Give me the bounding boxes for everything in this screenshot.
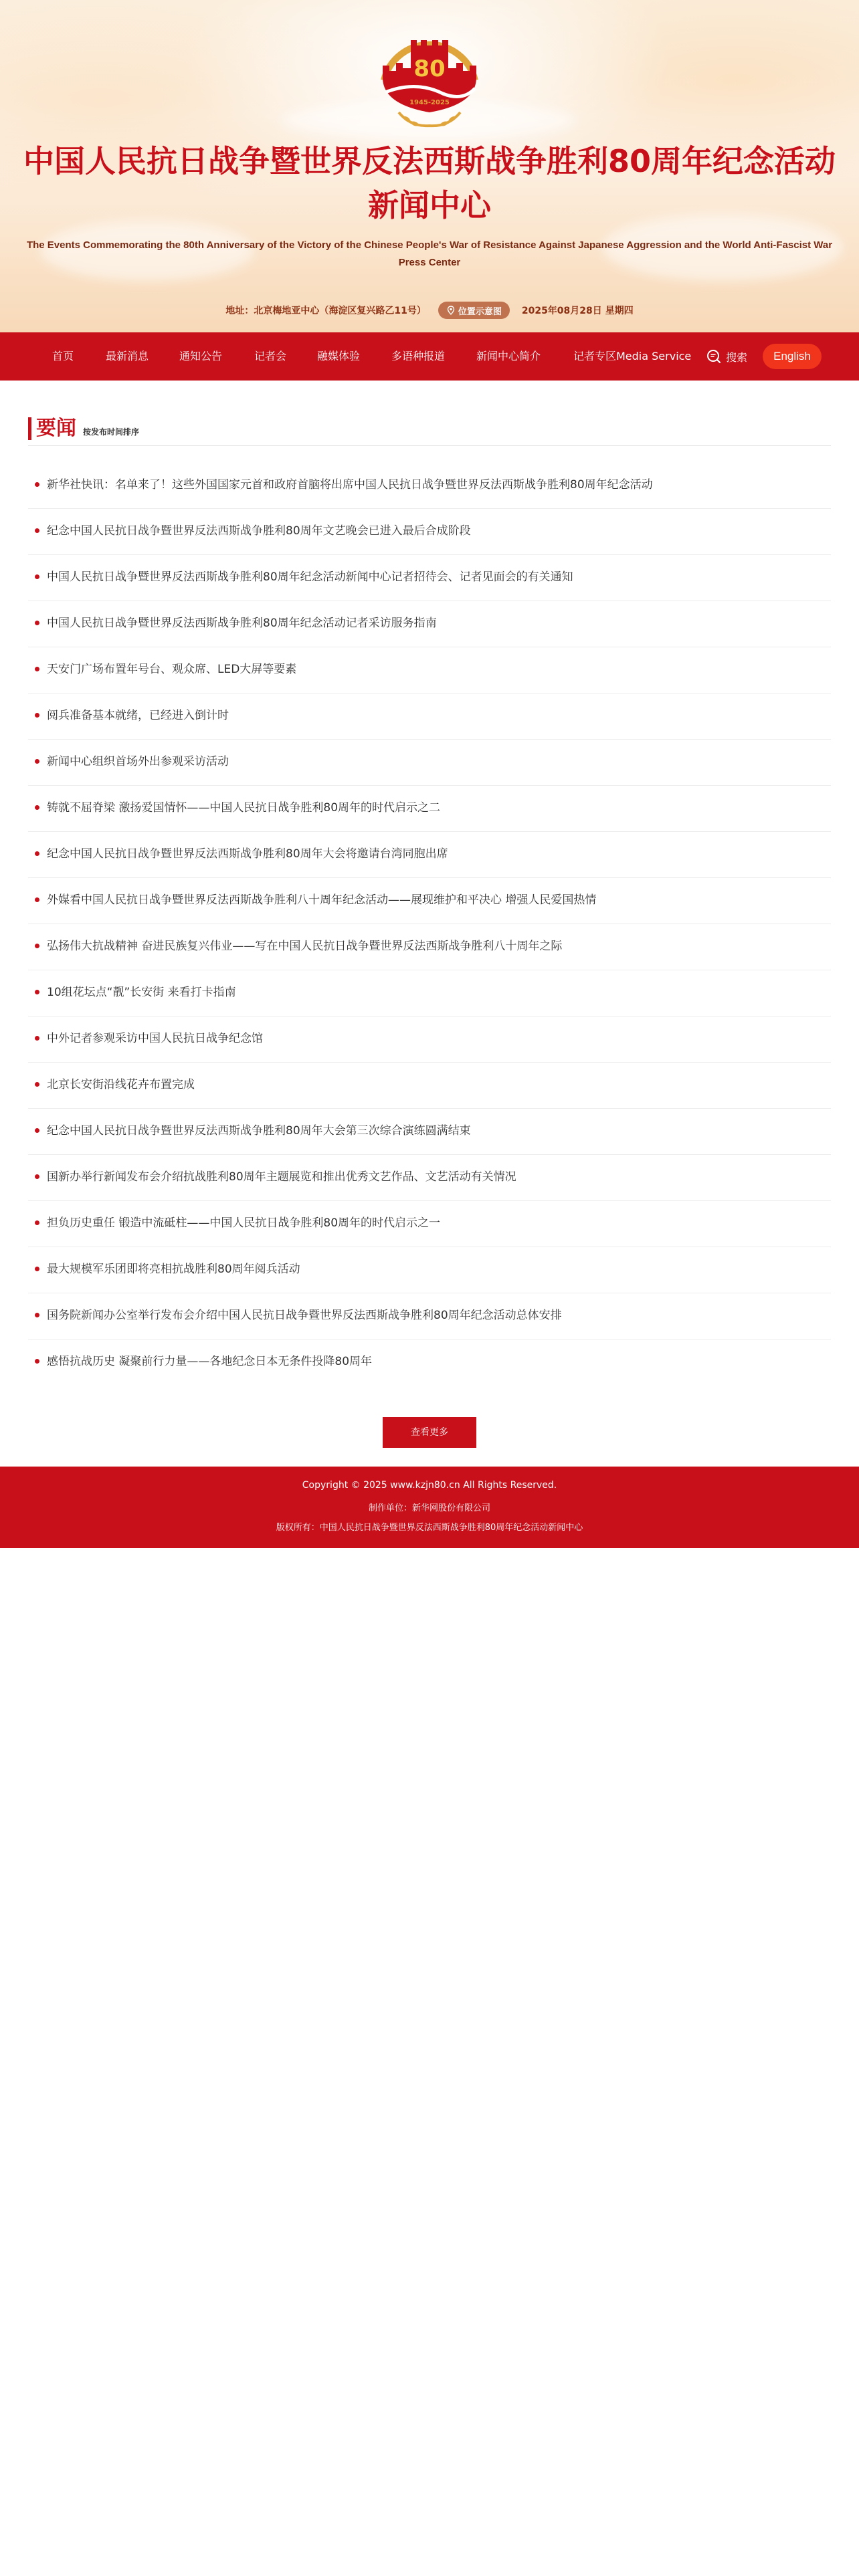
news-link[interactable]: 新闻中心组织首场外出参观采访活动: [47, 755, 229, 768]
footer-copyright: Copyright © 2025 www.kzjn80.cn All Rights Reserved.: [302, 1480, 557, 1491]
list-item: [28, 463, 831, 509]
bullet-dot-icon: [35, 944, 39, 948]
nav-item-home[interactable]: 首页: [52, 350, 74, 362]
location-map-label: 位置示意图: [458, 306, 502, 317]
news-link[interactable]: 纪念中国人民抗日战争暨世界反法西斯战争胜利80周年大会将邀请台湾同胞出席: [47, 847, 448, 861]
nav-item-multilingual[interactable]: 多语种报道: [391, 350, 446, 362]
news-link[interactable]: 北京长安街沿线花卉布置完成: [47, 1078, 195, 1091]
logo-number: 80: [413, 56, 446, 82]
list-item: [28, 1109, 831, 1155]
nav-item-media-experience[interactable]: 融媒体验: [317, 350, 361, 362]
news-link[interactable]: 担负历史重任 锻造中流砥柱——中国人民抗日战争胜利80周年的时代启示之一: [47, 1216, 441, 1230]
nav-item-press-conference[interactable]: 记者会: [254, 350, 287, 362]
news-link[interactable]: 纪念中国人民抗日战争暨世界反法西斯战争胜利80周年大会第三次综合演练圆满结束: [47, 1124, 471, 1138]
list-item: [28, 740, 831, 786]
footer-owner: 版权所有：中国人民抗日战争暨世界反法西斯战争胜利80周年纪念活动新闻中心: [276, 1523, 583, 1533]
news-link[interactable]: 中国人民抗日战争暨世界反法西斯战争胜利80周年纪念活动记者采访服务指南: [47, 617, 437, 630]
bullet-dot-icon: [35, 1220, 39, 1225]
bullet-dot-icon: [35, 1036, 39, 1041]
list-item: [28, 1155, 831, 1201]
bullet-dot-icon: [35, 1359, 39, 1364]
list-item: [28, 1201, 831, 1247]
list-item: [28, 924, 831, 970]
nav-item-media-service[interactable]: 记者专区Media Service: [573, 350, 692, 362]
news-link[interactable]: 弘扬伟大抗战精神 奋进民族复兴伟业——写在中国人民抗日战争暨世界反法西斯战争胜利八十周年之际: [47, 940, 563, 953]
bullet-dot-icon: [35, 667, 39, 671]
bullet-dot-icon: [35, 574, 39, 579]
bullet-dot-icon: [35, 1313, 39, 1317]
header-banner: [0, 0, 859, 332]
bullet-dot-icon: [35, 482, 39, 487]
page-title-line2: 新闻中心: [368, 187, 491, 223]
bullet-dot-icon: [35, 1267, 39, 1271]
search-button[interactable]: [706, 332, 747, 381]
news-link[interactable]: 外媒看中国人民抗日战争暨世界反法西斯战争胜利八十周年纪念活动——展现维护和平决心 增强人民爱国热情: [47, 893, 597, 907]
list-item: [28, 1247, 831, 1293]
list-item: [28, 601, 831, 647]
location-map-button[interactable]: [438, 302, 510, 319]
nav-item-latest-news[interactable]: 最新消息: [106, 350, 149, 362]
list-item: [28, 1016, 831, 1063]
list-item: [28, 555, 831, 601]
address-bar: [0, 300, 859, 321]
current-date: 2025年08月28日 星期四: [521, 306, 634, 316]
location-pin-icon: [446, 306, 456, 315]
news-link[interactable]: 10组花坛点“靓”长安街 来看打卡指南: [47, 986, 236, 999]
nav-item-notices[interactable]: 通知公告: [179, 350, 223, 362]
news-list: [28, 463, 831, 1386]
news-link[interactable]: 国务院新闻办公室举行发布会介绍中国人民抗日战争暨世界反法西斯战争胜利80周年纪念活动总体安排: [47, 1309, 562, 1322]
bullet-dot-icon: [35, 621, 39, 625]
anniversary-80-logo: [369, 19, 490, 132]
page-title-line1: 中国人民抗日战争暨世界反法西斯战争胜利80周年纪念活动: [23, 143, 836, 179]
view-more-button[interactable]: 查看更多: [383, 1417, 476, 1448]
bullet-dot-icon: [35, 1082, 39, 1087]
section-sort-note: 按发布时间排序: [83, 427, 140, 437]
english-language-button[interactable]: English: [763, 344, 822, 369]
list-item: [28, 786, 831, 832]
page-title: [0, 139, 859, 227]
bullet-dot-icon: [35, 897, 39, 902]
section-title: 要闻: [36, 417, 76, 440]
page-title-english: The Events Commemorating the 80th Anniversary of the Victory of the Chinese People's War of Resistance Against Japanese Aggression and the World Anti-Fascist War Press Center: [26, 239, 833, 268]
main-nav: [0, 332, 859, 381]
news-link[interactable]: 中外记者参观采访中国人民抗日战争纪念馆: [47, 1032, 263, 1045]
news-link[interactable]: 铸就不屈脊梁 激扬爱国情怀——中国人民抗日战争胜利80周年的时代启示之二: [47, 801, 441, 815]
news-link[interactable]: 最大规模军乐团即将亮相抗战胜利80周年阅兵活动: [47, 1263, 300, 1276]
bullet-dot-icon: [35, 990, 39, 994]
bullet-dot-icon: [35, 805, 39, 810]
bullet-dot-icon: [35, 1128, 39, 1133]
bullet-dot-icon: [35, 759, 39, 764]
section-accent-bar: [28, 417, 31, 440]
list-item: [28, 647, 831, 693]
list-item: [28, 878, 831, 924]
footer-producer: 制作单位：新华网股份有限公司: [368, 1503, 490, 1513]
list-item: [28, 1339, 831, 1386]
list-item: [28, 693, 831, 740]
news-link[interactable]: 国新办举行新闻发布会介绍抗战胜利80周年主题展览和推出优秀文艺作品、文艺活动有关情况: [47, 1170, 516, 1184]
footer: [0, 1467, 859, 1548]
news-link[interactable]: 阅兵准备基本就绪，已经进入倒计时: [47, 709, 229, 722]
list-item: [28, 1063, 831, 1109]
bullet-dot-icon: [35, 713, 39, 718]
news-link[interactable]: 感悟抗战历史 凝聚前行力量——各地纪念日本无条件投降80周年: [47, 1355, 373, 1368]
list-item: [28, 1293, 831, 1339]
bullet-dot-icon: [35, 1174, 39, 1179]
headline-news-header: [28, 416, 831, 446]
news-link[interactable]: 新华社快讯：名单来了！这些外国国家元首和政府首脑将出席中国人民抗日战争暨世界反法西斯战争胜利80周年纪念活动: [47, 478, 653, 492]
news-link[interactable]: 中国人民抗日战争暨世界反法西斯战争胜利80周年纪念活动新闻中心记者招待会、记者见面会的有关通知: [47, 570, 573, 584]
list-item: [28, 970, 831, 1016]
nav-item-about-center[interactable]: 新闻中心简介: [476, 350, 541, 362]
bullet-dot-icon: [35, 528, 39, 533]
logo-years: 1945-2025: [409, 99, 450, 106]
bullet-dot-icon: [35, 851, 39, 856]
address-text: 地址：北京梅地亚中心（海淀区复兴路乙11号）: [225, 306, 426, 316]
search-icon: [706, 348, 722, 364]
list-item: [28, 832, 831, 878]
news-link[interactable]: 天安门广场布置年号台、观众席、LED大屏等要素: [47, 663, 297, 676]
search-label: 搜索: [726, 350, 748, 364]
list-item: [28, 509, 831, 555]
news-link[interactable]: 纪念中国人民抗日战争暨世界反法西斯战争胜利80周年文艺晚会已进入最后合成阶段: [47, 524, 471, 538]
